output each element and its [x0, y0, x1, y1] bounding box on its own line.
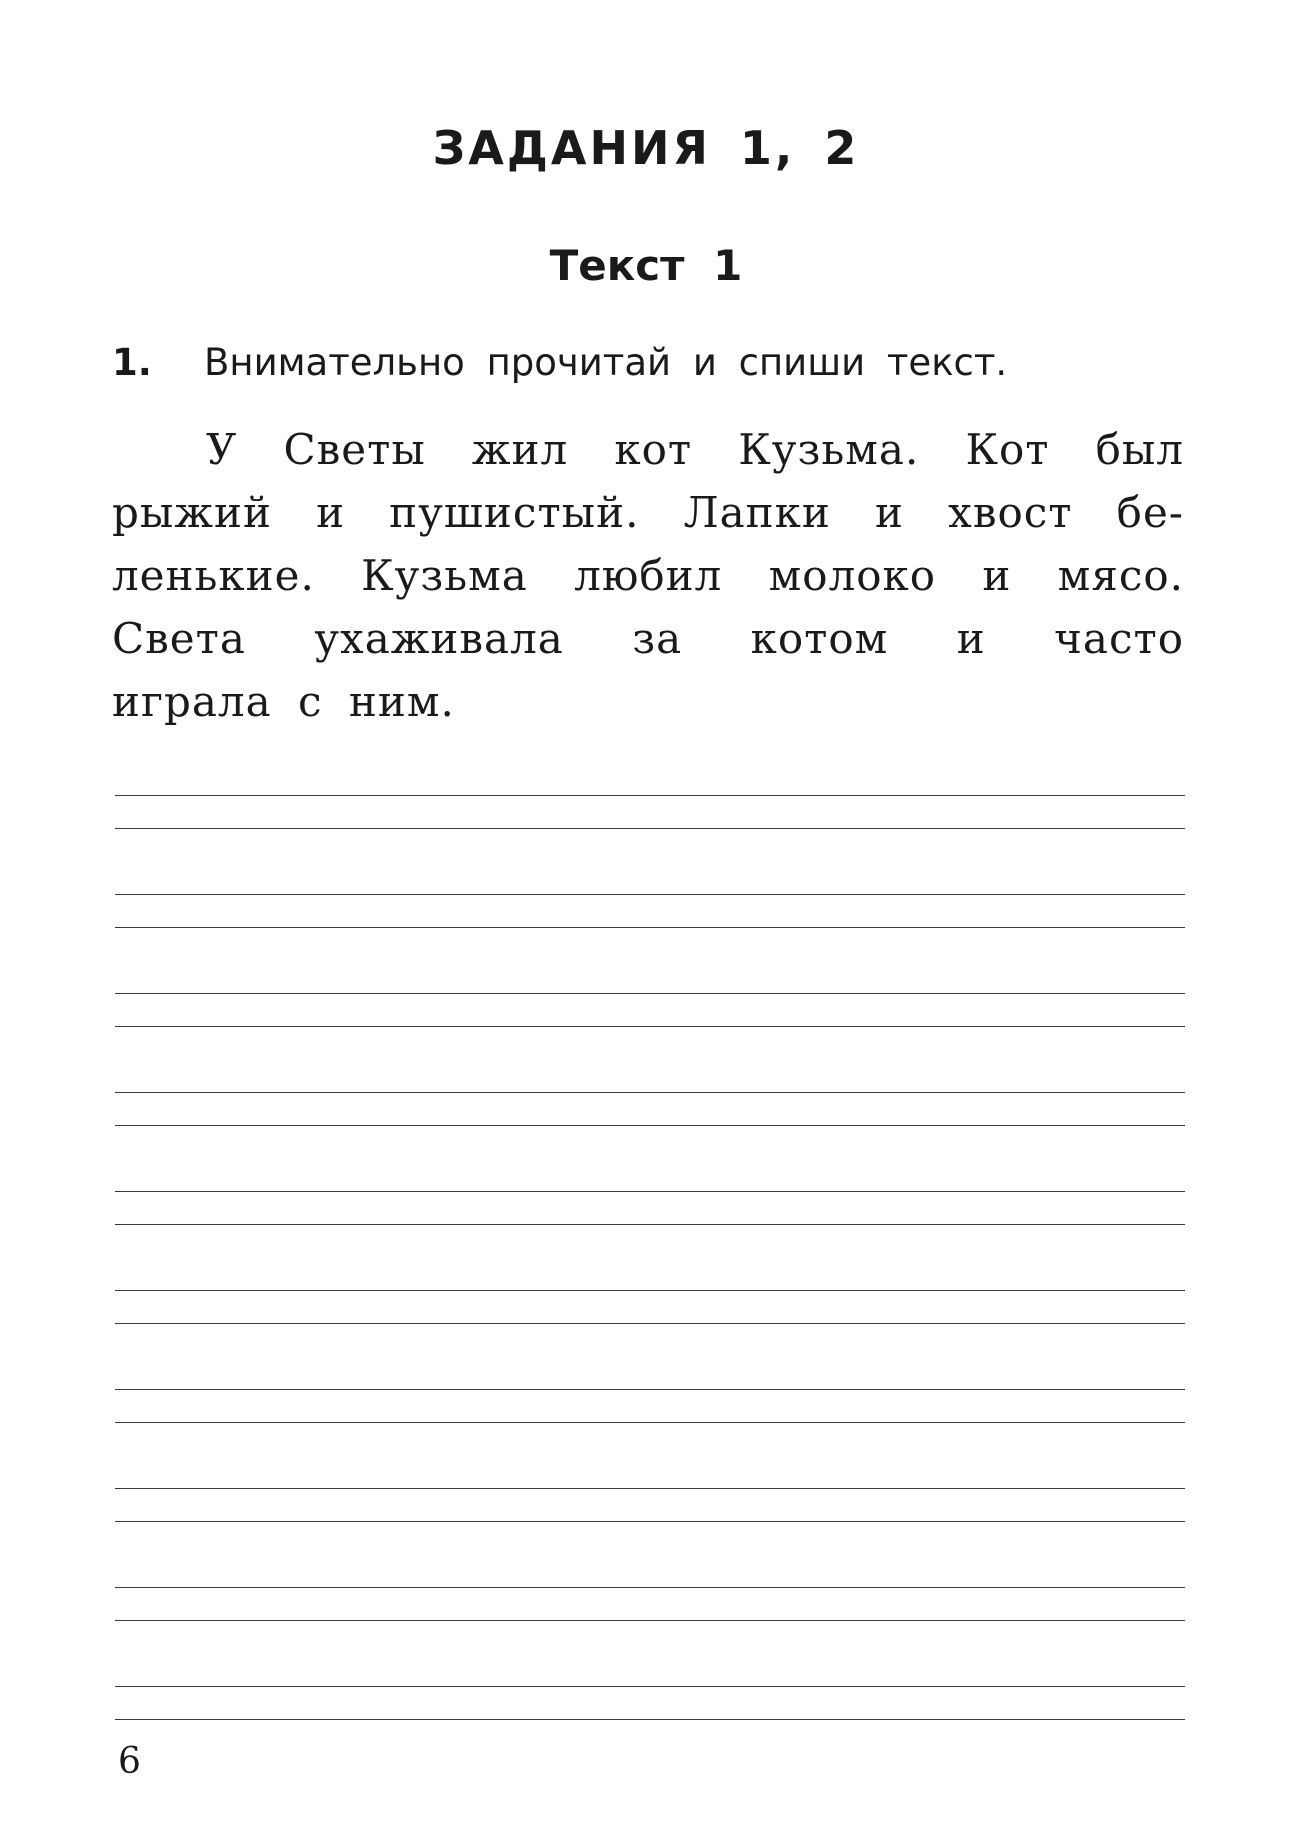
writing-line	[115, 927, 1185, 928]
writing-line	[115, 1125, 1185, 1126]
writing-line	[115, 1620, 1185, 1621]
writing-line	[115, 828, 1185, 829]
passage-line: играла с ним.	[112, 677, 455, 726]
page-number: 6	[118, 1741, 141, 1782]
passage-line: рыжий и пушистый. Лапки и хвост бе-	[112, 488, 1184, 537]
writing-line	[115, 1224, 1185, 1225]
passage-line: У Светы жил кот Кузьма. Кот был	[206, 425, 1184, 474]
page-title: ЗАДАНИЯ 1, 2	[432, 121, 860, 175]
writing-line	[115, 894, 1185, 895]
writing-line	[115, 1587, 1185, 1588]
passage-line: ленькие. Кузьма любил молоко и мясо.	[112, 551, 1184, 600]
writing-line	[115, 1191, 1185, 1192]
passage-line: Света ухаживала за котом и часто	[112, 614, 1184, 663]
task-instruction	[112, 338, 1184, 388]
writing-line	[115, 1092, 1185, 1093]
writing-line	[115, 1686, 1185, 1687]
writing-line	[115, 1488, 1185, 1489]
writing-line	[115, 795, 1185, 796]
reading-passage	[112, 418, 1184, 733]
task-number: 1.	[112, 341, 152, 384]
writing-line	[115, 1389, 1185, 1390]
writing-line	[115, 1323, 1185, 1324]
writing-line	[115, 1290, 1185, 1291]
writing-line	[115, 1719, 1185, 1720]
writing-line	[115, 1026, 1185, 1027]
task-instruction-text: Внимательно прочитай и спиши текст.	[204, 341, 1008, 384]
section-title: Текст 1	[549, 241, 743, 290]
writing-line	[115, 993, 1185, 994]
writing-line	[115, 1521, 1185, 1522]
writing-line	[115, 1422, 1185, 1423]
